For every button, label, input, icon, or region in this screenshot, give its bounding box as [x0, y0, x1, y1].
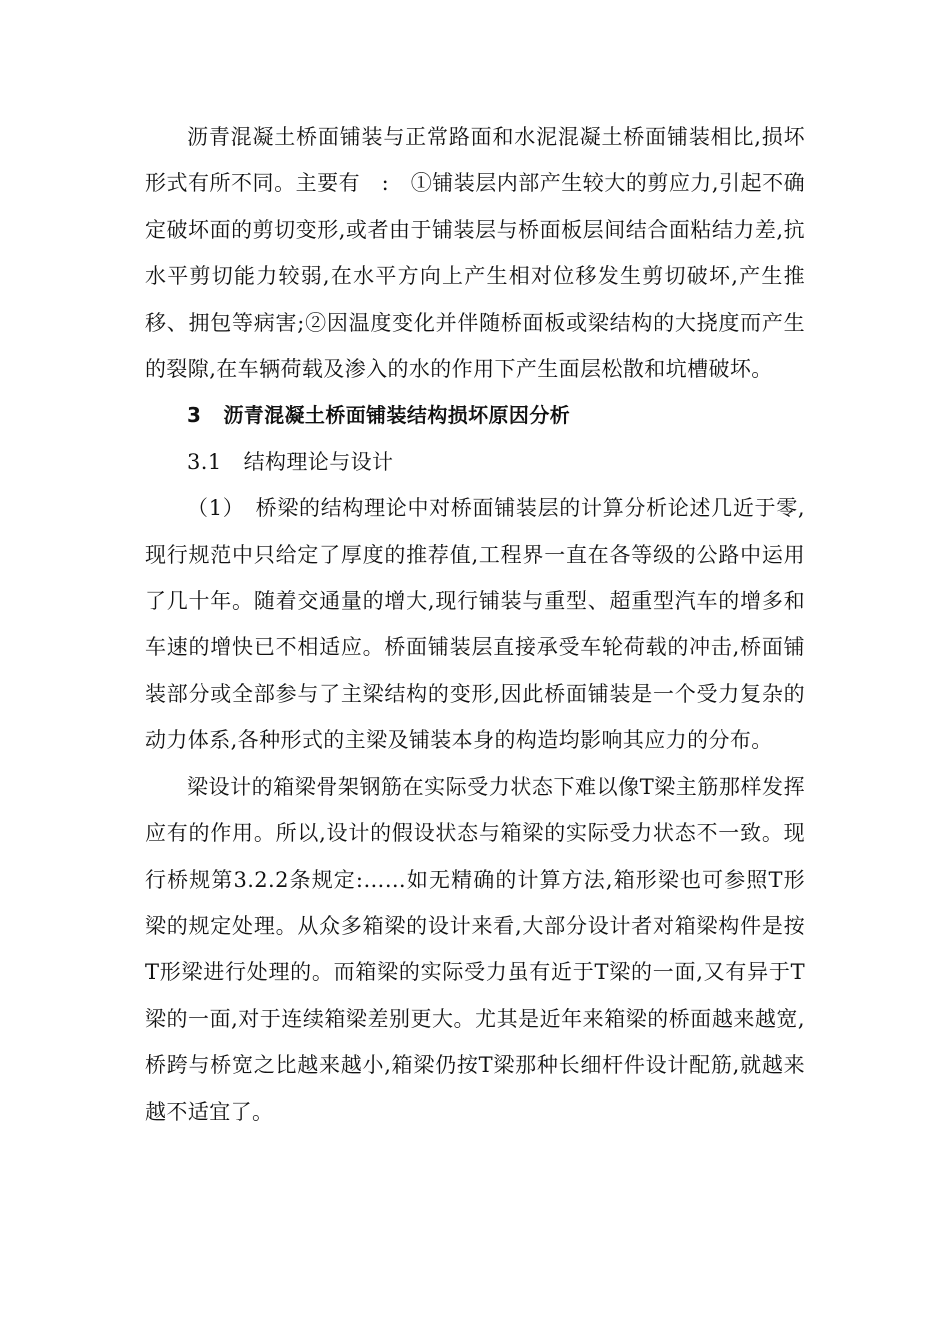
section-heading: [145, 392, 805, 438]
subsection-title: 结构理论与设计: [243, 449, 394, 474]
paragraph-box-girder-design: 梁设计的箱梁骨架钢筋在实际受力状态下难以像T梁主筋那样发挥应有的作用。所以,设计的假设状态与箱梁的实际受力状态不一致。现行桥规第3.2.2条规定:……如无精确的计算方法,箱形梁也可参照T形梁的规定处理。从众多箱梁的设计来看,大部分设计者对箱梁构件是按T形梁进行处理的。而箱梁的实际受力虽有近于T梁的一面,又有异于T梁的一面,对于连续箱梁差别更大。尤其是近年来箱梁的桥面越来越宽,桥跨与桥宽之比越来越小,箱梁仍按T梁那种长细杆件设计配筋,就越来越不适宜了。: [145, 774, 805, 1124]
document-body: [145, 114, 805, 1135]
section-title: 沥青混凝土桥面铺装结构损坏原因分析: [223, 403, 571, 428]
paragraph-damage-forms: 沥青混凝土桥面铺装与正常路面和水泥混凝土桥面铺装相比,损坏形式有所不同。主要有 : ①铺装层内部产生较大的剪应力,引起不确定破坏面的剪切变形,或者由于铺装层与桥面板层间结合面粘结力差,抗水平剪切能力较弱,在水平方向上产生相对位移发生剪切破坏,产生推移、拥包等病害;②因温度变化并伴随桥面板或梁结构的大挠度而产生的裂隙,在车辆荷载及渗入的水的作用下产生面层松散和坑槽破坏。: [145, 125, 805, 382]
subsection-heading: [145, 439, 805, 485]
subsection-number: 3.1: [187, 449, 222, 474]
paragraph-structural-theory: （1） 桥梁的结构理论中对桥面铺装层的计算分析论述几近于零,现行规范中只给定了厚度的推荐值,工程界一直在各等级的公路中运用了几十年。随着交通量的增大,现行铺装与重型、超重型汽车的增多和车速的增快已不相适应。桥面铺装层直接承受车轮荷载的冲击,桥面铺装部分或全部参与了主梁结构的变形,因此桥面铺装是一个受力复杂的动力体系,各种形式的主梁及铺装本身的构造均影响其应力的分布。: [145, 496, 805, 753]
section-number: 3: [187, 403, 202, 428]
